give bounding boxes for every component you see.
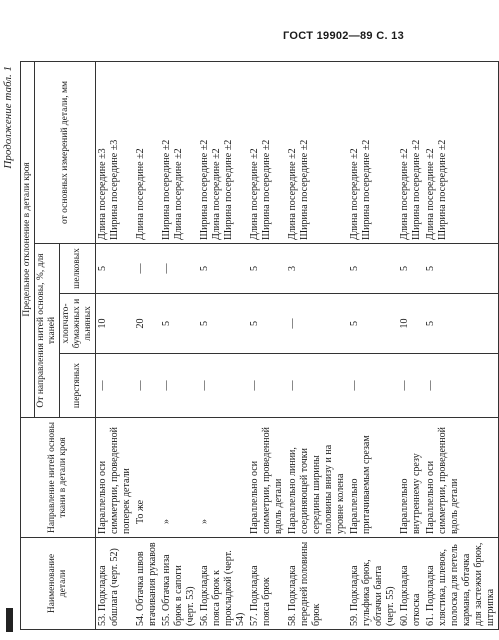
cell-detail: [348, 538, 398, 630]
cell-main-deviation: [134, 61, 160, 243]
deviation-table: [20, 61, 499, 630]
cell-main-deviation-line: Ширина посередине ±2: [223, 139, 234, 240]
cell-direction: [348, 418, 398, 538]
cell-main-deviation-line: Длина посередине ±2: [287, 148, 298, 240]
cell-main-deviation-line: Ширина посередине ±2: [361, 139, 372, 240]
cell-wool: —: [96, 354, 135, 418]
cell-silk: 5: [398, 244, 424, 294]
cell-silk: 5: [96, 244, 135, 294]
cell-main-deviation-line: Длина посередине ±2: [249, 148, 260, 240]
cell-wool: —: [160, 354, 198, 418]
standard-number: ГОСТ 19902—89 С. 13: [283, 30, 404, 42]
scan-edge-mark: [6, 608, 13, 632]
cell-detail-line: 53. Подкладка обшлага (черт. 52): [97, 548, 120, 626]
table-row: [286, 61, 348, 629]
cell-silk: 5: [248, 244, 286, 294]
cell-detail-line: 56. Подкладка пояса брюк к прокладкой (черт. 54): [199, 550, 246, 626]
cell-detail: [160, 538, 198, 630]
cell-wool: —: [134, 354, 160, 418]
cell-direction-line: Параллельно оси симметрии, проведенной вдоль детали: [249, 427, 284, 534]
cell-main-deviation-line: Ширина посередине ±2: [299, 139, 310, 240]
cell-silk: 3: [286, 244, 348, 294]
cell-wool: —: [348, 354, 398, 418]
table-row: [424, 61, 499, 629]
cell-silk: 5: [424, 244, 499, 294]
cell-detail-line: 55. Обтачка низа брюк в сапоги (черт. 53): [161, 554, 196, 626]
col-wool-header: шерстяных: [60, 354, 96, 418]
cell-direction: [96, 418, 135, 538]
cell-main-deviation: [198, 61, 248, 243]
cell-main-deviation-line: Длина посередине ±2: [173, 148, 184, 240]
cell-wool: —: [424, 354, 499, 418]
cell-direction: [286, 418, 348, 538]
cell-silk: —: [160, 244, 198, 294]
cell-detail: [96, 538, 135, 630]
cell-main-deviation-line: Длина посередине ±2: [135, 148, 146, 240]
cell-direction: [198, 418, 248, 538]
table-row: [198, 61, 248, 629]
cell-main-deviation: [248, 61, 286, 243]
cell-detail: [286, 538, 348, 630]
cell-silk: 5: [348, 244, 398, 294]
deviation-group-header: Предельное отклонение в детали кроя: [21, 61, 35, 417]
col-silk-header: шелковых: [60, 244, 96, 294]
cell-cotton: 20: [134, 294, 160, 354]
cell-direction: [160, 418, 198, 538]
col-detail-header: Наименование детали: [21, 538, 96, 630]
cell-detail: [198, 538, 248, 630]
cell-wool: —: [248, 354, 286, 418]
cell-direction: [424, 418, 499, 538]
col-direction-header: Направление нитей основы ткани в детали кроя: [21, 418, 96, 538]
cell-main-deviation: [160, 61, 198, 243]
cell-silk: —: [134, 244, 160, 294]
cell-detail-line: 61. Подкладка хлястика, шлевок, полоска для петель кармана, обтачка для застежки брюк, штрипка: [425, 542, 496, 626]
cell-cotton: —: [286, 294, 348, 354]
cell-cotton: 5: [160, 294, 198, 354]
cell-main-deviation: [398, 61, 424, 243]
cell-detail-line: 54. Обтачка швов втачивания рукавов: [135, 542, 158, 626]
col-cotton-header: хлопчато-бумажных и льняных: [60, 294, 96, 354]
rotated-table-frame: [0, 60, 496, 640]
cell-main-deviation-line: Длина посередине ±3: [97, 148, 108, 240]
cell-main-deviation-line: Ширина посередине ±2: [261, 139, 272, 240]
cell-main-deviation-line: Длина посередине ±2: [349, 148, 360, 240]
cell-detail: [134, 538, 160, 630]
cell-cotton: 5: [348, 294, 398, 354]
cell-direction: [134, 418, 160, 538]
cell-cotton: 5: [248, 294, 286, 354]
cell-direction-line: То же: [135, 499, 146, 524]
cell-direction-line: Параллельно притачиваемым срезам: [349, 435, 372, 534]
cell-cotton: 5: [198, 294, 248, 354]
cell-main-deviation-line: Ширина посередине ±2: [199, 139, 210, 240]
cell-cotton: 5: [424, 294, 499, 354]
cell-wool: —: [198, 354, 248, 418]
continuation-title: Продолжение табл. 1: [2, 66, 14, 169]
cell-detail-line: 58. Подкладка передней половины брюк: [287, 541, 322, 626]
cell-detail: [424, 538, 499, 630]
cell-main-deviation: [286, 61, 348, 243]
table-row: [398, 61, 424, 629]
cell-main-deviation-line: Ширина посередине ±2: [411, 139, 422, 240]
cell-cotton: 10: [96, 294, 135, 354]
cell-main-deviation-line: Длина посередине ±2: [425, 148, 436, 240]
table-row: [134, 61, 160, 629]
fabric-group-header: От направления нитей основы, %, для тканей: [35, 244, 60, 418]
cell-wool: —: [398, 354, 424, 418]
cell-detail: [398, 538, 424, 630]
table-body: [96, 61, 499, 629]
cell-main-deviation: [96, 61, 135, 243]
cell-direction-line: Параллельно оси симметрии, проведенной вдоль детали: [425, 427, 460, 534]
cell-direction: [248, 418, 286, 538]
cell-silk: 5: [198, 244, 248, 294]
cell-direction-line: »: [199, 519, 210, 524]
cell-direction-line: Параллельно оси симметрии, проведенной поперек детали: [97, 427, 132, 534]
page-header: [0, 30, 422, 48]
cell-detail-line: 59. Подкладка гульфика брюк, обтачки банта (черт. 55): [349, 559, 396, 626]
cell-main-deviation-line: Ширина посередине ±3: [109, 139, 120, 240]
cell-detail-line: 57. Подкладка пояса брюк: [249, 565, 272, 626]
cell-main-deviation-line: Ширина посередине ±2: [437, 139, 448, 240]
cell-main-deviation-line: Длина посередине ±2: [399, 148, 410, 240]
cell-cotton: 10: [398, 294, 424, 354]
cell-detail: [248, 538, 286, 630]
table-row: [248, 61, 286, 629]
table-row: [160, 61, 198, 629]
cell-direction: [398, 418, 424, 538]
cell-detail-line: 60. Подкладка откоска: [399, 565, 422, 626]
cell-direction-line: Параллельно линии, соединяющей точки середины ширины половины внизу и на уровне колена: [287, 444, 346, 534]
col-main-header: от основных измерений детали, мм: [35, 61, 96, 243]
cell-direction-line: »: [161, 519, 172, 524]
cell-main-deviation: [348, 61, 398, 243]
cell-wool: —: [286, 354, 348, 418]
cell-main-deviation: [424, 61, 499, 243]
table-row: [348, 61, 398, 629]
cell-main-deviation-line: Ширина посередине ±2: [161, 139, 172, 240]
table-row: [96, 61, 135, 629]
cell-direction-line: Параллельно внутреннему срезу: [399, 453, 422, 534]
cell-main-deviation-line: Длина посередине ±2: [211, 148, 222, 240]
